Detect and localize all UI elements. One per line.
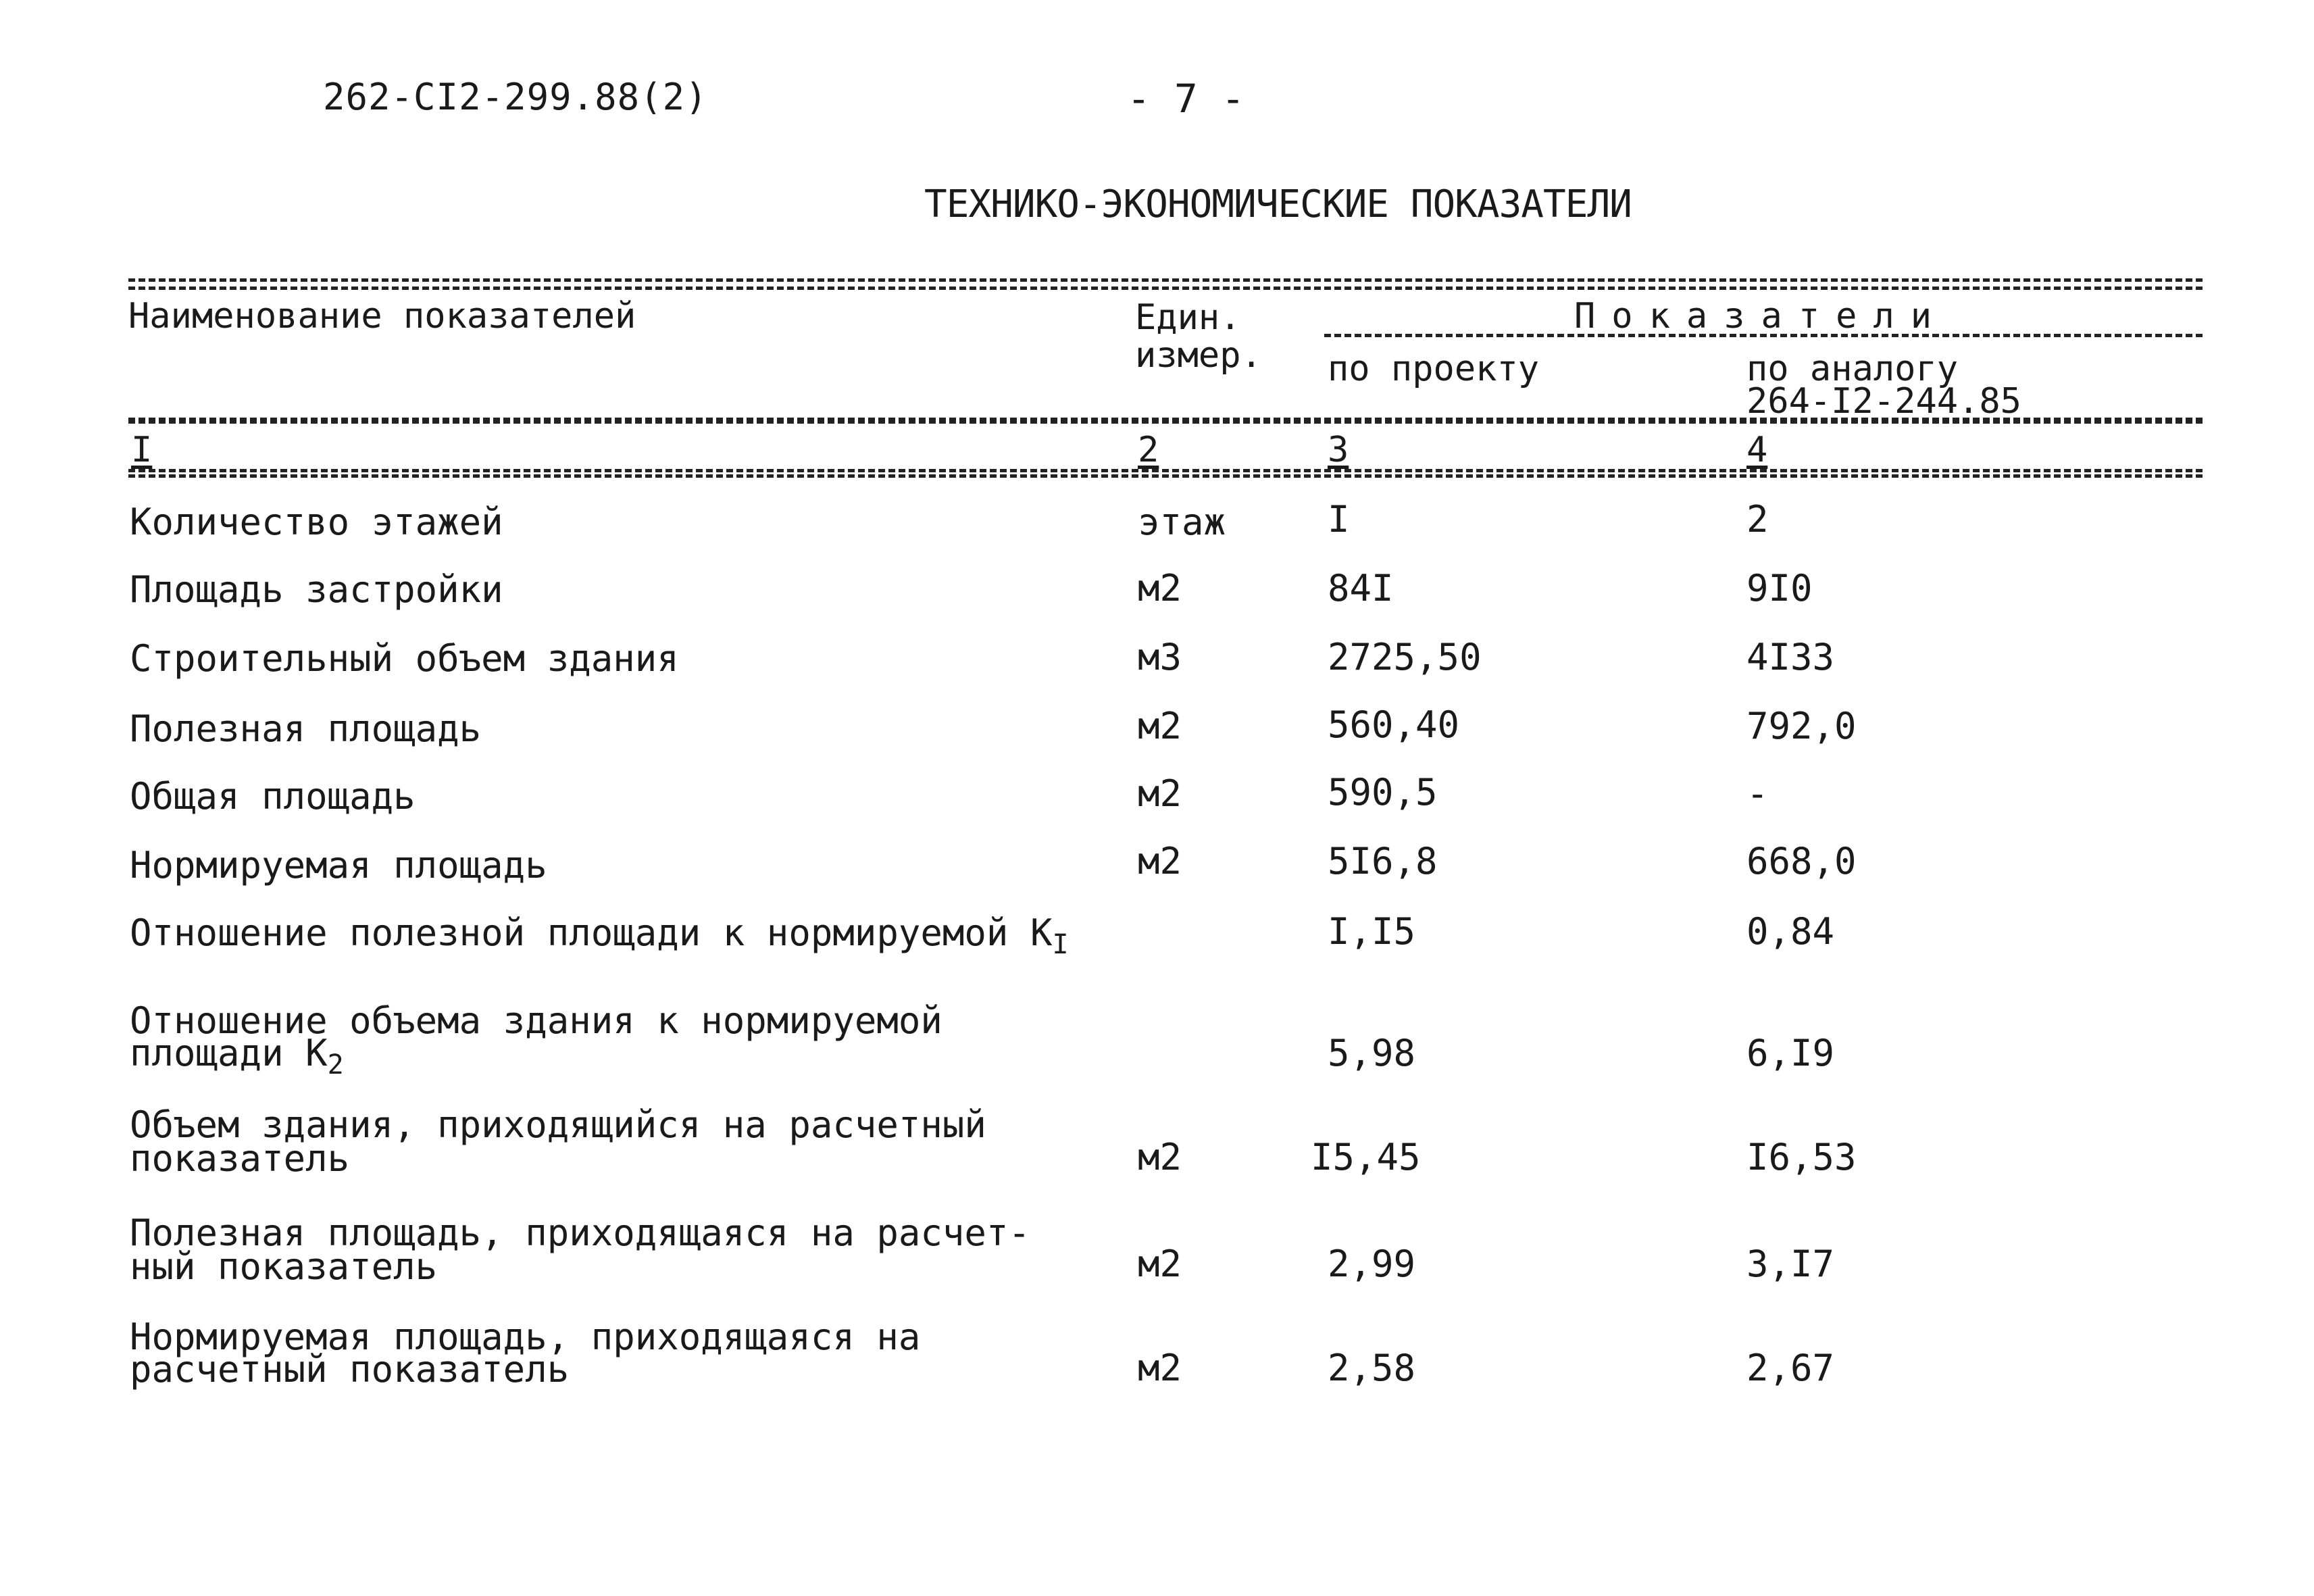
row-10-analog: 3,I7 <box>1746 1243 1835 1285</box>
column-numbers-rule <box>128 469 2203 472</box>
row-9-name-line2: показатель <box>130 1137 350 1180</box>
row-1-project: I <box>1328 498 1350 541</box>
row-11-analog: 2,67 <box>1746 1347 1835 1389</box>
row-1-name: Количество этажей <box>130 501 503 543</box>
column-number-2: 2 <box>1138 430 1159 470</box>
row-1-unit: этаж <box>1138 501 1226 543</box>
col-unit-header-line2: измер. <box>1135 335 1262 376</box>
col-project-header: по проекту <box>1328 349 1540 389</box>
row-6-analog: 668,0 <box>1746 840 1857 882</box>
row-11-unit: м2 <box>1138 1347 1182 1389</box>
row-11-name-line2: расчетный показатель <box>130 1348 570 1391</box>
document-code: 262-СI2-299.88(2) <box>323 76 708 118</box>
column-number-3: 3 <box>1328 430 1349 470</box>
row-4-project: 560,40 <box>1328 703 1460 746</box>
row-8-name-line1: Отношение объема здания к нормируемой <box>130 999 942 1042</box>
row-6-name: Нормируемая площадь <box>130 844 547 887</box>
column-numbers-rule-2 <box>128 474 2203 478</box>
row-3-project: 2725,50 <box>1328 636 1482 678</box>
row-5-name: Общая площадь <box>130 775 416 818</box>
row-9-unit: м2 <box>1138 1136 1182 1178</box>
column-number-4: 4 <box>1746 430 1768 470</box>
row-10-name-line2: ный показатель <box>130 1245 438 1288</box>
row-11-project: 2,58 <box>1328 1347 1416 1389</box>
table-top-rule <box>128 278 2203 282</box>
col-unit-header-line1: Един. <box>1135 297 1241 338</box>
page-title: ТЕХНИКО-ЭКОНОМИЧЕСКИЕ ПОКАЗАТЕЛИ <box>924 182 1632 226</box>
row-10-unit: м2 <box>1138 1243 1182 1285</box>
table-top-rule-2 <box>128 286 2203 290</box>
row-8-name-text: площади K <box>130 1032 328 1074</box>
row-9-project: I5,45 <box>1311 1136 1421 1178</box>
row-3-name: Строительный объем здания <box>130 637 679 680</box>
row-11-name-line1: Нормируемая площадь, приходящаяся на <box>130 1316 921 1358</box>
row-10-project: 2,99 <box>1328 1243 1416 1285</box>
row-3-unit: м3 <box>1138 636 1182 678</box>
row-4-analog: 792,0 <box>1746 705 1857 747</box>
row-6-project: 5I6,8 <box>1328 840 1438 882</box>
row-8-project: 5,98 <box>1328 1032 1416 1074</box>
row-5-unit: м2 <box>1138 772 1182 815</box>
row-7-name-text: Отношение полезной площади к нормируемой K <box>130 912 1053 954</box>
row-7-analog: 0,84 <box>1746 910 1835 953</box>
column-number-1: I <box>131 430 153 470</box>
row-8-name-line2 <box>130 1032 344 1082</box>
col-analog-header-line2: 264-I2-244.85 <box>1746 381 2021 422</box>
row-2-unit: м2 <box>1138 567 1182 609</box>
row-8-name-subscript: 2 <box>327 1049 344 1080</box>
indicators-group-header: Показатели <box>1574 296 1948 336</box>
row-5-project: 590,5 <box>1328 771 1438 814</box>
row-4-name: Полезная площадь <box>130 707 482 750</box>
row-7-name <box>130 912 1069 962</box>
row-10-name-line1: Полезная площадь, приходящаяся на расчет- <box>130 1212 1030 1254</box>
row-9-analog: I6,53 <box>1746 1136 1857 1178</box>
col-analog-header-line1: по аналогу <box>1746 349 1959 389</box>
row-2-name: Площадь застройки <box>130 568 503 611</box>
row-6-unit: м2 <box>1138 840 1182 882</box>
row-9-name-line1: Объем здания, приходящийся на расчетный <box>130 1103 986 1146</box>
row-1-analog: 2 <box>1746 498 1769 541</box>
page-number: - 7 - <box>1127 76 1245 122</box>
row-8-analog: 6,I9 <box>1746 1032 1835 1074</box>
row-7-name-subscript: I <box>1052 928 1069 960</box>
col-name-header: Наименование показателей <box>128 296 636 336</box>
row-7-project: I,I5 <box>1328 910 1416 953</box>
row-2-project: 84I <box>1328 567 1394 609</box>
row-3-analog: 4I33 <box>1746 636 1835 678</box>
row-2-analog: 9I0 <box>1746 567 1813 609</box>
row-4-unit: м2 <box>1138 705 1182 747</box>
row-5-analog: - <box>1746 772 1769 815</box>
